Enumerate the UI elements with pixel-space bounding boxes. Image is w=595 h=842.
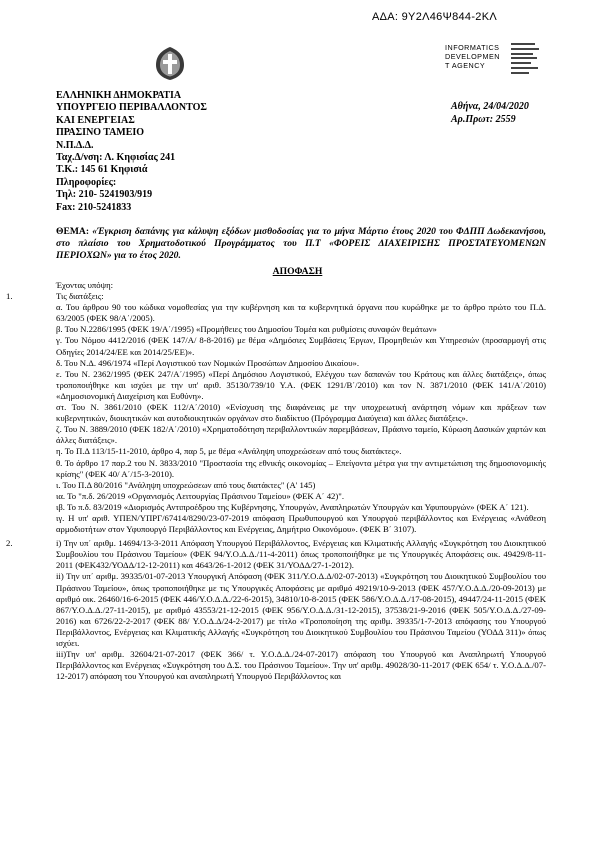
provision-item: α. Του άρθρου 90 του κώδικα νομοθεσίας για την κυβέρνηση και τα κυβερνητικά όργανα που κυρώθηκε με το άρθρο πρώτο του Π.Δ. 63/2005 (ΦΕΚ 98/Α΄/2005). (56, 302, 546, 324)
subject-text: «Έγκριση δαπάνης για κάλυψη εξόδων μισθοδοσίας για το μήνα Μάρτιο έτους 2020 του ΦΔΠΠ Δωδεκανήσου, στο πλαίσιο του Χρηματοδοτικού Προγράμματος του Π.Τ «ΦΟΡΕΙΣ ΔΙΑΧΕΙΡΙΣΗΣ ΠΡΟΣΤΑΤΕΥΟΜΕΝΩΝ ΠΕΡΙΟΧΩΝ» για το έτος 2020. (56, 226, 546, 262)
date-protocol-block (451, 101, 529, 126)
provision-item: ια. Το "π.δ. 26/2019 «Οργανισμός Λειτουργίας Πράσινου Ταμείου» (ΦΕΚ Α΄ 42)". (56, 490, 344, 501)
given-intro: Έχοντας υπόψη: (56, 280, 114, 290)
protocol-number: Αρ.Πρωτ: 2559 (451, 113, 516, 125)
document-body (6, 280, 546, 682)
document-date: Αθήνα, 24/04/2020 (451, 101, 529, 112)
provision-item: β. Του Ν.2286/1995 (ΦΕΚ 19/Α΄/1995) «Προμήθειες του Δημοσίου Τομέα και ρυθμίσεις συναφών θεμάτων» (56, 324, 437, 335)
board-decision-item: i) Την υπ΄ αριθμ. 14694/13-3-2011 Απόφαση Υπουργού Περιβάλλοντος, Ενέργειας και Κλιματικής Αλλαγής «Συγκρότηση του Διοικητικού Συμβουλίου του Πράσινου Ταμείου» (ΦΕΚ 94/Υ.Ο.Δ.Δ./11-4-2011) όπως τροποποιήθηκε με τις Υπουργικές Αποφάσεις οικ. 49429/8-11-2011 (ΦΕΚ432/ΥΟΔΔ/12-12-2011) και 4643/26-1-2012 (ΦΕΚ 31/ΥΟΔΔ/27-1-2012). (56, 538, 546, 571)
section-2 (6, 538, 546, 682)
subject-label: ΘΕΜΑ: (56, 226, 90, 237)
provision-item: στ. Του Ν. 3861/2010 (ΦΕΚ 112/Α΄/2010) «Ενίσχυση της διαφάνειας με την υποχρεωτική ανάρτηση νόμων και πράξεων των κυβερνητικών, διοικητικών και αυτοδιοικητικών οργάνων στο διαδίκτυο (Πρόγραμμα Διαύγεια) και άλλες διατάξεις». (56, 402, 546, 424)
info-label: Πληροφορίες: (56, 176, 117, 188)
provision-item: ε. Του Ν. 2362/1995 (ΦΕΚ 247/Α΄/1995) «Περί Δημόσιου Λογιστικού, Ελέγχου των δαπανών του Κράτους και άλλες διατάξεις», όπως τροποποιήθηκε και ισχύει με την υπ' αριθ. 35130/739/10 Υ.Α. (ΦΕΚ 1291/Β΄/2010) και τον Ν. 3871/2010 (ΦΕΚ 141/Α΄/2010) «Δημοσιονομική Διαχείριση και Ευθύνη». (56, 368, 546, 401)
section-1-intro: Τις διατάξεις: (56, 291, 104, 302)
section-1 (6, 291, 546, 535)
provision-item: η. Το Π.Δ 113/15-11-2010, άρθρο 4, παρ 5, με θέμα «Ανάληψη υποχρεώσεων από τους διατάκτες». (56, 446, 402, 457)
provision-item: δ. Του Ν.Δ. 496/1974 «Περί Λογιστικού των Νομικών Προσώπων Δημοσίου Δικαίου». (56, 357, 360, 368)
legal-form: Ν.Π.Δ.Δ. (56, 139, 94, 151)
provision-item: γ. Του Νόμου 4412/2016 (ΦΕΚ 147/Α/ 8-8-2016) με θέμα «Δημόσιες Συμβάσεις Έργων, Προμηθειών και Υπηρεσιών (προσαρμογή στις Οδηγίες 2014/24/ΕΕ και 2014/25/ΕΕ)». (56, 335, 546, 357)
republic-title: ΕΛΛΗΝΙΚΗ ΔΗΜΟΚΡΑΤΙΑ (56, 90, 182, 101)
decision-title: ΑΠΟΦΑΣΗ (272, 266, 323, 277)
section-1-number: 1. (6, 291, 13, 302)
provision-item: ζ. Του Ν. 3889/2010 (ΦΕΚ 182/Α΄/2010) «Χρηματοδότηση περιβαλλοντικών παρεμβάσεων, Πράσινο ταμείο, Κύρωση Δασικών χαρτών και άλλες διατάξεις». (56, 424, 546, 446)
provision-item: ιβ. Το π.δ. 83/2019 «Διορισμός Αντιπροέδρου της Κυβέρνησης, Υπουργών, Αναπληρωτών Υπουργών και Υφυπουργών» (ΦΕΚ Α΄ 121). (56, 501, 529, 512)
provision-item: θ. Το άρθρο 17 παρ.2 του Ν. 3833/2010 "Προστασία της εθνικής οικονομίας – Επείγοντα μέτρα για την αντιμετώπιση της δημοσιονομικής κρίσης" (ΦΕΚ 40/ Α΄/15-3-2010). (56, 457, 546, 479)
board-decision-item: iii)Την υπ' αριθμ. 32604/21-07-2017 (ΦΕΚ 366/ τ. Υ.Ο.Δ.Δ./24-07-2017) απόφαση του Υπουργού και Αναπληρωτή Υπουργού Περιβάλλοντος και Ενέργειας «Συγκρότηση του Δ.Σ. του Πράσινου Ταμείου». Την υπ' αριθμ. 49028/30-11-2017 (ΦΕΚ 654/ τ. Υ.Ο.Δ.Δ./07-12-2017) απόφαση του Υπουργού και αναπληρωτή Υπουργού Περιβάλλοντος και (56, 649, 546, 682)
fax: Fax: 210-5241833 (56, 201, 132, 213)
greek-emblem-icon (152, 45, 188, 81)
ministry-line-2: ΚΑΙ ΕΝΕΡΓΕΙΑΣ (56, 114, 135, 126)
fund-name: ΠΡΑΣΙΝΟ ΤΑΜΕΙΟ (56, 127, 145, 139)
informatics-agency-logo: INFORMATICS DEVELOPMEN T AGENCY (445, 43, 500, 70)
agency-logo-bars (511, 43, 541, 77)
sender-block (56, 90, 207, 214)
provision-item: ι. Του Π.Δ 80/2016 "Ανάληψη υποχρεώσεων από τους διατάκτες" (Α' 145) (56, 479, 316, 490)
postal-code: Τ.Κ.: 145 61 Κηφισιά (56, 164, 148, 176)
phone: Τηλ: 210- 5241903/919 (56, 189, 153, 201)
section-2-number: 2. (6, 538, 13, 549)
subject-paragraph (56, 226, 546, 263)
provision-item: ιγ. Η υπ' αριθ. ΥΠΕΝ/ΥΠΡΓ/67414/8290/23-07-2019 απόφαση Πρωθυπουργού και Υπουργού περιβάλλοντος και Ενέργειας «Ανάθεση αρμοδιοτήτων στον Υφυπουργό Περιβάλλοντος και Ενέργειας, Δημήτριο Οικονόμου». (ΦΕΚ Β΄ 3107). (56, 512, 546, 535)
ministry-line-1: ΥΠΟΥΡΓΕΙΟ ΠΕΡΙΒΑΛΛΟΝΤΟΣ (56, 102, 207, 114)
address: Ταχ.Δ/νση: Λ. Κηφισίας 241 (56, 152, 176, 164)
ada-code: ΑΔΑ: 9Υ2Λ46Ψ844-2ΚΛ (372, 11, 497, 23)
board-decision-item: ii) Την υπ΄ αριθμ. 39335/01-07-2013 Υπουργική Απόφαση (ΦΕΚ 311/Υ.Ο.Δ.Δ/02-07-2013) «Συγκρότηση του Διοικητικού Συμβουλίου του Πράσινου Ταμείου», όπως τροποποιήθηκε με τις Υπουργικές Αποφάσεις με αριθμό 49219/10-9-2013 (ΦΕΚ 457/Υ.Ο.Δ.Δ./20-09-2013) με αριθμό οικ. 26460/16-6-2015 (ΦΕΚ 446/Υ.Ο.Δ.Δ./22-6-2015), 34810/10-8-2015 (ΦΕΚ 586/Υ.Ο.Δ.Δ./17-08-2015), 49447/24-11-2015 (ΦΕΚ 867/Υ.Ο.Δ.Δ./27-11-2015), με αριθμό 43553/21-12-2015 (ΦΕΚ 956/Υ.Ο.Δ.Δ./31-12-2015), 37538/21-9-2016 (ΦΕΚ 505/Υ.Ο.Δ.Δ./27-09-2016) και 6726/22-2-2017 (ΦΕΚ 88/ Υ.Ο.Δ.Δ/24-2-2017) με τίτλο «Τροποποίηση της αριθμ. 39335/1-7-2013 απόφασης του Υπουργού Περιβάλλοντος, Ενέργειας και Κλιματικής Αλλαγής «Συγκρότηση του Διοικητικού Συμβουλίου του Πράσινου Ταμείου (ΥΟΔΔ 311)» όπως ισχύει. (56, 571, 546, 648)
